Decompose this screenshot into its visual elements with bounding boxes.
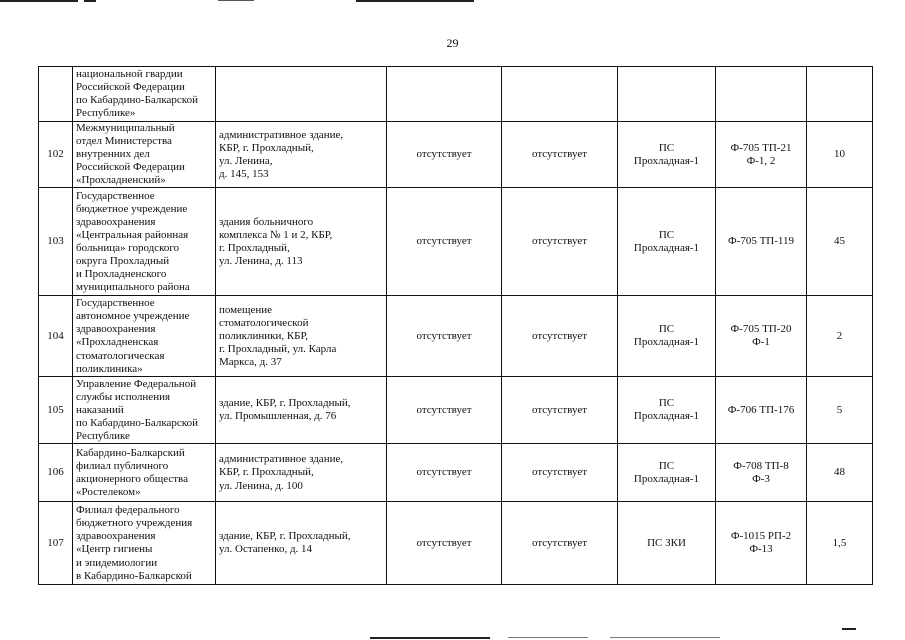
- status-cell-a: отсутствует: [387, 502, 502, 585]
- status-cell-b: отсутствует: [502, 296, 618, 377]
- scan-artifact-bottom-right: [610, 637, 720, 638]
- status-cell-a: отсутствует: [387, 444, 502, 502]
- value-cell: 1,5: [807, 502, 873, 585]
- line: Прохладная-1: [633, 154, 700, 167]
- line: административное здание,: [219, 453, 344, 466]
- line: Государственное: [76, 297, 155, 310]
- line: Ф-708 ТП-8: [733, 459, 789, 472]
- line: Управление Федеральной: [76, 377, 197, 390]
- line: ул. Остапенко, д. 14: [219, 543, 313, 556]
- line: Филиал федерального: [76, 504, 180, 517]
- status-cell-b: [502, 67, 618, 122]
- line: стоматологическая: [76, 349, 165, 362]
- scan-artifact-top-middle: [218, 0, 254, 1]
- line: Ф-13: [749, 543, 773, 556]
- status-cell-b: отсутствует: [502, 444, 618, 502]
- line: ПС: [658, 228, 675, 241]
- scan-artifact-bottom-corner: [842, 628, 856, 630]
- line: по Кабардино-Балкарской: [76, 417, 198, 430]
- line: КБР, г. Прохладный,: [219, 466, 314, 479]
- line: «Прохладненский»: [76, 174, 166, 187]
- line: Ф-1: [752, 336, 770, 349]
- line: Ф-706 ТП-176: [727, 403, 795, 416]
- table-row: [39, 502, 873, 585]
- organization-cell: [73, 188, 216, 296]
- table-row: [39, 377, 873, 444]
- line: Российской Федерации: [76, 161, 185, 174]
- line: ул. Ленина, д. 100: [219, 479, 303, 492]
- line: Прохладная-1: [633, 336, 700, 349]
- line: Республике: [76, 430, 130, 443]
- line: Прохладная-1: [633, 241, 700, 254]
- scan-artifact-bottom-mid: [508, 637, 588, 638]
- line: в Кабардино-Балкарской: [76, 569, 192, 582]
- line: ПС: [658, 397, 675, 410]
- line: службы исполнения: [76, 390, 171, 403]
- line: Маркса, д. 37: [219, 356, 282, 369]
- line: Прохладная-1: [633, 472, 700, 485]
- line: ПС: [658, 141, 675, 154]
- organization-cell: [73, 122, 216, 188]
- line: здравоохранения: [76, 215, 156, 228]
- line: г. Прохладный,: [219, 241, 290, 254]
- table-row: [39, 444, 873, 502]
- substation-cell: [618, 67, 716, 122]
- organization-cell: [73, 444, 216, 502]
- status-cell-a: [387, 67, 502, 122]
- substation-cell: [618, 122, 716, 188]
- line: наказаний: [76, 403, 124, 416]
- row-number-cell: 103: [39, 188, 73, 296]
- line: здания больничного: [219, 215, 314, 228]
- value-cell: 10: [807, 122, 873, 188]
- line: Государственное: [76, 189, 155, 202]
- status-cell-b: отсутствует: [502, 188, 618, 296]
- address-cell: [216, 122, 387, 188]
- line: Ф-3: [752, 472, 770, 485]
- line: муниципального района: [76, 281, 190, 294]
- scan-artifact-top-left: [0, 0, 78, 2]
- organization-cell: [73, 377, 216, 444]
- line: Ф-705 ТП-21: [730, 141, 792, 154]
- line: здравоохранения: [76, 530, 156, 543]
- line: Ф-1015 РП-2: [730, 530, 792, 543]
- line: Ф-705 ТП-119: [727, 235, 795, 248]
- row-number-cell: 105: [39, 377, 73, 444]
- scan-artifact-bottom-left: [370, 637, 490, 639]
- scan-artifact-top-right: [356, 0, 474, 2]
- status-cell-a: отсутствует: [387, 188, 502, 296]
- line: помещение: [219, 303, 273, 316]
- organization-cell: [73, 296, 216, 377]
- line: «Центральная районная: [76, 228, 189, 241]
- address-cell: [216, 502, 387, 585]
- value-cell: 5: [807, 377, 873, 444]
- line: ПС: [658, 459, 675, 472]
- value-cell: 45: [807, 188, 873, 296]
- feeder-cell: [716, 502, 807, 585]
- line: отдел Министерства: [76, 135, 172, 148]
- address-cell: [216, 444, 387, 502]
- line: д. 145, 153: [219, 167, 269, 180]
- line: и Прохладненского: [76, 268, 167, 281]
- feeder-cell: [716, 296, 807, 377]
- feeder-cell: [716, 122, 807, 188]
- line: ул. Ленина,: [219, 154, 273, 167]
- organization-cell: [73, 502, 216, 585]
- line: по Кабардино-Балкарской: [76, 94, 198, 106]
- row-number-cell: 107: [39, 502, 73, 585]
- line: филиал публичного: [76, 459, 169, 472]
- line: Межмуниципальный: [76, 122, 175, 134]
- line: автономное учреждение: [76, 310, 190, 323]
- address-cell: [216, 188, 387, 296]
- substation-cell: [618, 444, 716, 502]
- line: Российской Федерации: [76, 80, 185, 93]
- address-cell: [216, 377, 387, 444]
- feeder-cell: [716, 444, 807, 502]
- organization-cell: [73, 67, 216, 122]
- line: Прохладная-1: [633, 410, 700, 423]
- line: административное здание,: [219, 128, 344, 141]
- table-row: [39, 188, 873, 296]
- page-number: 29: [446, 36, 459, 50]
- line: Ф-1, 2: [746, 154, 776, 167]
- line: внутренних дел: [76, 148, 150, 161]
- value-cell: 2: [807, 296, 873, 377]
- line: Кабардино-Балкарский: [76, 446, 185, 459]
- line: «Прохладненская: [76, 336, 159, 349]
- status-cell-b: отсутствует: [502, 502, 618, 585]
- feeder-cell: [716, 377, 807, 444]
- status-cell-b: отсутствует: [502, 122, 618, 188]
- table-row: [39, 122, 873, 188]
- line: Республике»: [76, 107, 136, 120]
- line: Ф-705 ТП-20: [730, 323, 792, 336]
- feeder-cell: [716, 188, 807, 296]
- substation-cell: [618, 377, 716, 444]
- line: г. Прохладный, ул. Карла: [219, 343, 337, 356]
- line: больница» городского: [76, 241, 180, 254]
- line: ул. Промышленная, д. 76: [219, 410, 337, 423]
- feeder-cell: [716, 67, 807, 122]
- line: ул. Ленина, д. 113: [219, 255, 303, 268]
- line: поликлиника»: [76, 362, 143, 375]
- table-row: [39, 296, 873, 377]
- line: «Ростелеком»: [76, 486, 141, 499]
- status-cell-a: отсутствует: [387, 377, 502, 444]
- row-number-cell: [39, 67, 73, 122]
- status-cell-b: отсутствует: [502, 377, 618, 444]
- line: ПС ЗКИ: [647, 536, 686, 549]
- row-number-cell: 106: [39, 444, 73, 502]
- line: здравоохранения: [76, 323, 156, 336]
- address-cell: [216, 296, 387, 377]
- row-number-cell: 102: [39, 122, 73, 188]
- line: ПС: [658, 323, 675, 336]
- substation-cell: [618, 188, 716, 296]
- value-cell: [807, 67, 873, 122]
- status-cell-a: отсутствует: [387, 296, 502, 377]
- line: стоматологической: [219, 316, 309, 329]
- row-number-cell: 104: [39, 296, 73, 377]
- line: КБР, г. Прохладный,: [219, 141, 314, 154]
- line: поликлиники, КБР,: [219, 329, 308, 342]
- line: бюджетного учреждения: [76, 517, 193, 530]
- scan-artifact-top-left-dash: [84, 0, 96, 2]
- line: бюджетное учреждение: [76, 202, 188, 215]
- substation-cell: [618, 502, 716, 585]
- table-row: [39, 67, 873, 122]
- line: округа Прохладный: [76, 255, 170, 268]
- data-table: [38, 66, 873, 585]
- value-cell: 48: [807, 444, 873, 502]
- substation-cell: [618, 296, 716, 377]
- address-cell: [216, 67, 387, 122]
- line: и эпидемиологии: [76, 556, 158, 569]
- line: национальной гвардии: [76, 67, 183, 80]
- line: «Центр гигиены: [76, 543, 153, 556]
- line: здание, КБР, г. Прохладный,: [219, 530, 351, 543]
- status-cell-a: отсутствует: [387, 122, 502, 188]
- line: акционерного общества: [76, 472, 188, 485]
- line: здание, КБР, г. Прохладный,: [219, 397, 351, 410]
- line: комплекса № 1 и 2, КБР,: [219, 228, 333, 241]
